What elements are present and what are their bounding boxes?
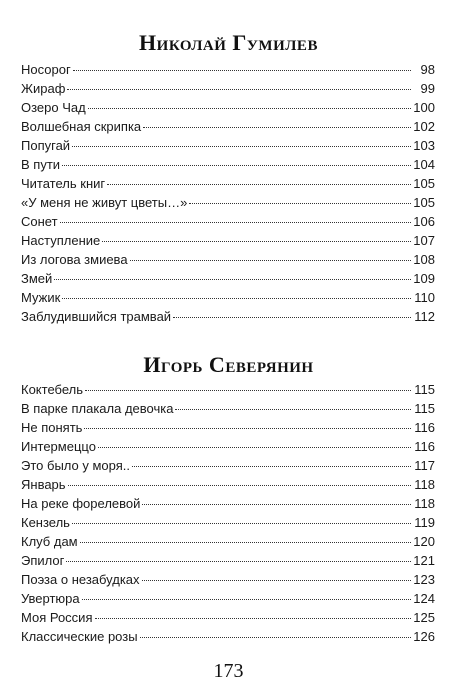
toc-entry-page: 105 — [413, 176, 435, 191]
dot-leader — [98, 447, 411, 448]
toc-entry-title: Интермеццо — [21, 439, 96, 454]
toc-entry-page: 107 — [413, 233, 435, 248]
toc-entry-title: Не понять — [21, 420, 83, 435]
toc-entry — [21, 250, 435, 269]
section-heading-severyanin: Игорь Северянин — [143, 352, 314, 377]
dot-leader — [189, 203, 411, 204]
toc-entry-title: На реке форелевой — [21, 496, 141, 511]
toc-entry-title: Поэза о незабудках — [21, 572, 140, 587]
toc-entry-page: 115 — [414, 401, 435, 416]
dot-leader — [68, 485, 411, 486]
toc-entry — [21, 627, 435, 646]
toc-entry-page: 105 — [413, 195, 435, 210]
toc-entry-title: Из логова змиева — [21, 252, 128, 267]
toc-entry — [21, 212, 435, 231]
toc-entry — [21, 570, 435, 589]
toc-entry-title: Классические розы — [21, 629, 138, 644]
dot-leader — [102, 241, 411, 242]
toc-entry-title: В пути — [21, 157, 61, 172]
toc-entry-page: 100 — [413, 100, 435, 115]
toc-entry-page: 120 — [413, 534, 435, 549]
toc-entry-title: Коктебель — [21, 382, 83, 397]
toc-entry-page: 110 — [414, 290, 435, 305]
dot-leader — [142, 504, 411, 505]
toc-entry-title: Волшебная скрипка — [21, 119, 142, 134]
toc-entry-page: 123 — [413, 572, 435, 587]
toc-list-severyanin — [21, 380, 435, 646]
toc-list-gumilev — [21, 60, 435, 326]
dot-leader — [66, 561, 411, 562]
toc-entry-page: 106 — [413, 214, 435, 229]
section-heading-gumilev: Николай Гумилев — [139, 30, 318, 55]
dot-leader — [142, 580, 411, 581]
toc-entry-title: Попугай — [21, 138, 71, 153]
toc-entry — [21, 60, 435, 79]
toc-entry-page: 118 — [414, 496, 435, 511]
toc-entry-page: 103 — [413, 138, 435, 153]
toc-entry — [21, 494, 435, 513]
toc-entry — [21, 399, 435, 418]
dot-leader — [130, 260, 411, 261]
dot-leader — [82, 599, 411, 600]
toc-entry-page: 126 — [413, 629, 435, 644]
toc-entry-page: 104 — [413, 157, 435, 172]
toc-entry-page: 98 — [420, 62, 435, 77]
toc-entry-title: В парке плакала девочка — [21, 401, 174, 416]
toc-entry — [21, 307, 435, 326]
toc-entry — [21, 380, 435, 399]
dot-leader — [175, 409, 411, 410]
toc-entry-title: Мужик — [21, 290, 61, 305]
toc-entry — [21, 589, 435, 608]
toc-entry-title: Озеро Чад — [21, 100, 86, 115]
toc-entry — [21, 136, 435, 155]
toc-entry-page: 112 — [414, 309, 435, 324]
toc-entry — [21, 79, 435, 98]
toc-entry-title: Читатель книг — [21, 176, 106, 191]
toc-entry-title: Носорог — [21, 62, 71, 77]
toc-entry-title: Увертюра — [21, 591, 80, 606]
dot-leader — [72, 523, 411, 524]
toc-entry — [21, 269, 435, 288]
toc-entry — [21, 456, 435, 475]
toc-entry — [21, 475, 435, 494]
toc-entry — [21, 532, 435, 551]
toc-entry-title: Моя Россия — [21, 610, 93, 625]
toc-entry-page: 124 — [413, 591, 435, 606]
dot-leader — [54, 279, 411, 280]
toc-entry-title: Кензель — [21, 515, 70, 530]
toc-entry-title: Сонет — [21, 214, 58, 229]
toc-entry — [21, 418, 435, 437]
dot-leader — [173, 317, 411, 318]
dot-leader — [143, 127, 411, 128]
toc-entry-page: 102 — [413, 119, 435, 134]
dot-leader — [60, 222, 411, 223]
dot-leader — [84, 428, 411, 429]
toc-entry-title: Эпилог — [21, 553, 65, 568]
toc-entry — [21, 117, 435, 136]
toc-entry-page: 116 — [414, 439, 435, 454]
toc-entry — [21, 551, 435, 570]
toc-entry — [21, 608, 435, 627]
toc-entry — [21, 288, 435, 307]
dot-leader — [62, 298, 411, 299]
dot-leader — [140, 637, 411, 638]
toc-entry-title: Январь — [21, 477, 66, 492]
toc-entry-title: Жираф — [21, 81, 66, 96]
toc-entry — [21, 513, 435, 532]
toc-entry-page: 109 — [413, 271, 435, 286]
dot-leader — [132, 466, 411, 467]
toc-entry-title: Заблудившийся трамвай — [21, 309, 172, 324]
toc-entry — [21, 155, 435, 174]
toc-entry-page: 99 — [420, 81, 435, 96]
dot-leader — [95, 618, 412, 619]
dot-leader — [67, 89, 411, 90]
toc-entry-title: Змей — [21, 271, 53, 286]
dot-leader — [80, 542, 411, 543]
toc-entry-page: 117 — [414, 458, 435, 473]
page-number: 173 — [213, 660, 244, 682]
dot-leader — [72, 146, 411, 147]
toc-entry — [21, 437, 435, 456]
toc-entry-page: 115 — [414, 382, 435, 397]
toc-entry — [21, 231, 435, 250]
dot-leader — [85, 390, 411, 391]
toc-entry-page: 108 — [413, 252, 435, 267]
toc-entry-page: 116 — [414, 420, 435, 435]
toc-entry-title: Клуб дам — [21, 534, 78, 549]
dot-leader — [62, 165, 411, 166]
dot-leader — [107, 184, 411, 185]
toc-entry — [21, 193, 435, 212]
toc-entry — [21, 98, 435, 117]
dot-leader — [88, 108, 411, 109]
toc-entry-title: Наступление — [21, 233, 101, 248]
toc-entry-title: «У меня не живут цветы…» — [21, 195, 188, 210]
toc-entry-page: 118 — [414, 477, 435, 492]
dot-leader — [73, 70, 411, 71]
toc-entry-page: 121 — [413, 553, 435, 568]
toc-entry-page: 125 — [413, 610, 435, 625]
toc-entry-page: 119 — [414, 515, 435, 530]
toc-entry-title: Это было у моря.. — [21, 458, 130, 473]
toc-entry — [21, 174, 435, 193]
